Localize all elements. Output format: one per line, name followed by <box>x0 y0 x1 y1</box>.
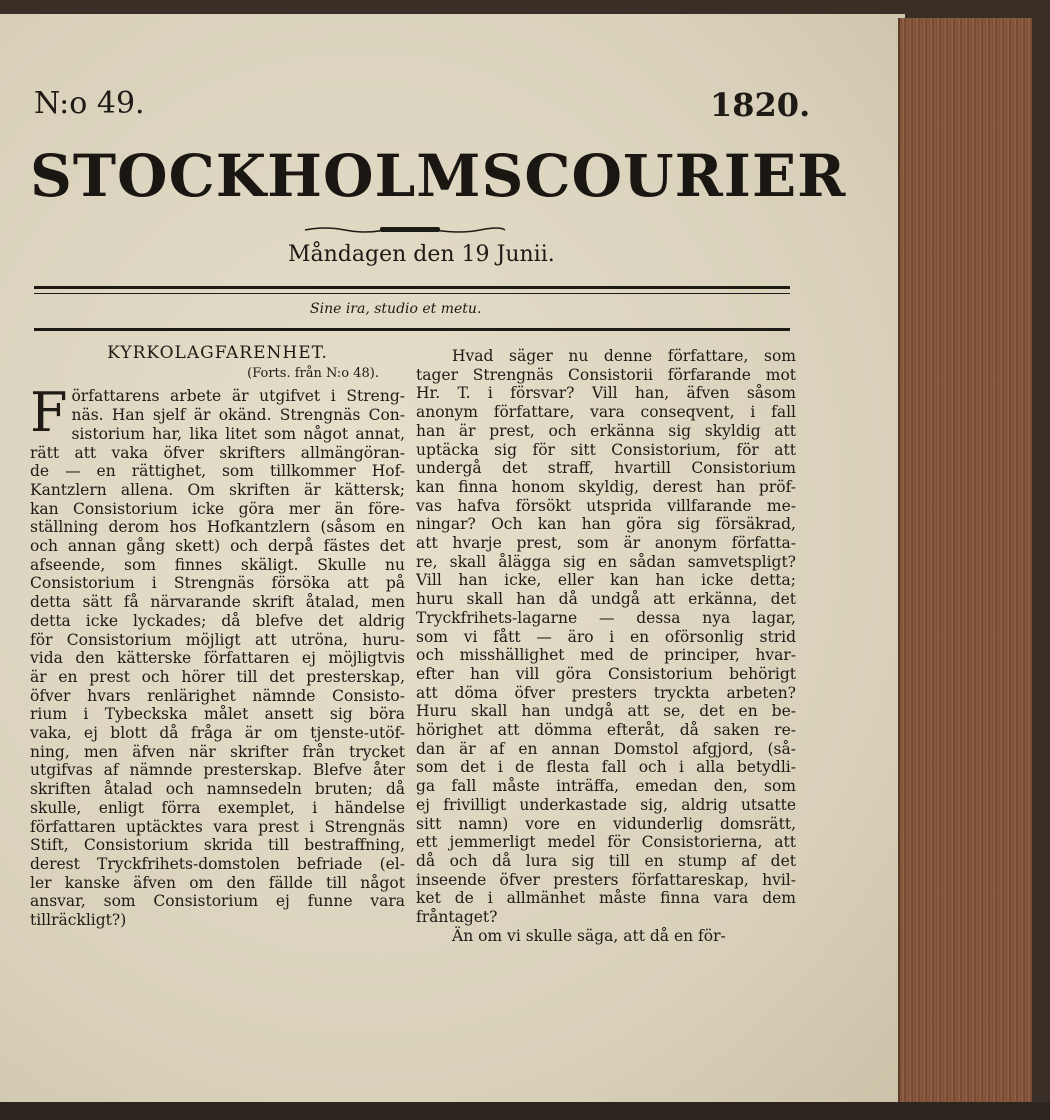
masthead-word-2: COURIER <box>524 142 847 210</box>
text-line: afseende, som finnes skäligt. Skulle nu <box>30 555 405 574</box>
text-line: Huru skall han undgå att se, det en be- <box>416 702 796 721</box>
text-line: då och då lura sig till en stump af det <box>416 851 796 870</box>
text-line: örfattarens arbete är utgifvet i Streng- <box>71 387 405 406</box>
article-title: KYRKOLAGFARENHET. <box>107 343 328 363</box>
motto: Sine ira, studio et metu. <box>310 301 482 317</box>
text-line: re, skall ålägga sig en sådan samvetspligt? <box>416 552 796 571</box>
text-line: rätt att vaka öfver skrifters allmängöran- <box>30 443 405 462</box>
text-line: detta sätt få närvarande skrift åtalad, men <box>30 593 405 612</box>
text-line: ningar? Och kan han göra sig försäkrad, <box>416 515 796 534</box>
header-rule-top <box>34 286 790 289</box>
left-column-text <box>30 381 405 930</box>
text-line: ler kanske äfven om den fällde till något <box>30 873 405 892</box>
text-line: att döma öfver presters tryckta arbeten? <box>416 683 796 702</box>
header-rule-thin <box>34 293 790 294</box>
text-line: Tryckfrihets-lagarne — dessa nya lagar, <box>416 608 796 627</box>
masthead <box>30 142 847 210</box>
issue-number: N:o 49. <box>34 86 145 121</box>
text-line: Stift, Consistorium skrida till bestraffning, <box>30 836 405 855</box>
drop-cap: F <box>30 381 68 445</box>
ornament-divider <box>300 224 510 236</box>
masthead-word-1: STOCKHOLMS <box>30 142 525 210</box>
right-column-text <box>416 347 796 946</box>
right-column <box>416 347 796 946</box>
text-line: som vi fått — äro i en oförsonlig strid <box>416 627 796 646</box>
text-line: tillräckligt?) <box>30 911 127 930</box>
text-line: detta icke lyckades; då blefve det aldrig <box>30 611 405 630</box>
text-line: skriften åtalad och namnsedeln bruten; då <box>30 780 405 799</box>
text-line: Kantzlern allena. Om skriften är kättersk; <box>30 480 405 499</box>
text-line: och annan gång skett) och derpå fästes det <box>30 537 405 556</box>
text-line: ket de i allmänhet måste finna vara dem <box>416 889 796 908</box>
text-line: tager Strengnäs Consistorii förfarande mot <box>416 365 796 384</box>
text-line: han är prest, och erkänna sig skyldig att <box>416 421 796 440</box>
text-line: dan är af en annan Domstol afgjord, (så- <box>416 739 796 758</box>
text-line: kan Consistorium icke göra mer än före- <box>30 499 405 518</box>
text-line: kan finna honom skyldig, derest han pröf- <box>416 477 796 496</box>
text-line: vas hafva försökt utsprida villfarande me- <box>416 496 796 515</box>
text-line: undergå det straff, hvartill Consistorium <box>416 459 796 478</box>
text-line: vaka, ej blott då fråga är om tjenste-utöf- <box>30 724 405 743</box>
text-line: de — en rättighet, som tillkommer Hof- <box>30 462 405 481</box>
text-line: efter han vill göra Consistorium behörigt <box>416 664 796 683</box>
text-line: ställning derom hos Hofkantzlern (såsom en <box>30 518 405 537</box>
text-line: Consistorium i Strengnäs försöka att på <box>30 574 405 593</box>
newspaper-page <box>0 14 905 1104</box>
text-line: ga fall måste inträffa, emedan den, som <box>416 777 796 796</box>
header-rule-bottom <box>34 328 790 331</box>
text-line: ansvar, som Consistorium ej funne vara <box>30 892 405 911</box>
background-bottom <box>0 1102 1050 1120</box>
text-line: huru skall han då undgå att erkänna, det <box>416 590 796 609</box>
dateline: Måndagen den 19 Junii. <box>288 242 555 267</box>
continuation-note: (Forts. från N:o 48). <box>247 365 379 381</box>
text-line: ej frivilligt underkastade sig, aldrig utsatte <box>416 795 796 814</box>
text-line: är en prest och hörer till det presterskap, <box>30 667 405 686</box>
text-line: sistorium har, lika litet som något annat, <box>71 424 405 443</box>
text-line: författaren uptäcktes vara prest i Strengnäs <box>30 817 405 836</box>
text-line: som det i de flesta fall och i alla betydli- <box>416 758 796 777</box>
left-column <box>30 344 405 930</box>
text-line: skulle, enligt förra exemplet, i händelse <box>30 798 405 817</box>
text-line: Vill han icke, eller kan han icke detta; <box>416 571 796 590</box>
text-line: sitt namn) vore en vidunderlig domsrätt, <box>416 814 796 833</box>
text-line: fråntaget? <box>416 908 498 927</box>
text-line: utgifvas af nämnde presterskap. Blefve åter <box>30 761 405 780</box>
text-line: och misshällighet med de principer, hvar- <box>416 646 796 665</box>
text-line: för Consistorium möjligt att utröna, huru- <box>30 630 405 649</box>
text-line: vida den kätterske författaren ej möjligtvis <box>30 649 405 668</box>
text-line: näs. Han sjelf är okänd. Strengnäs Con- <box>71 406 405 425</box>
text-line: Hr. T. i försvar? Vill han, äfven såsom <box>416 384 796 403</box>
text-line: ett jemmerligt medel för Consistorierna, att <box>416 833 796 852</box>
text-line: inseende öfver presters författareskap, hvil- <box>416 870 796 889</box>
text-line: uptäcka sig för sitt Consistorium, för att <box>416 440 796 459</box>
text-line: rium i Tybeckska målet ansett sig böra <box>30 705 405 724</box>
text-line: derest Tryckfrihets-domstolen befriade (el- <box>30 854 405 873</box>
issue-year: 1820. <box>710 86 811 124</box>
text-line: Hvad säger nu denne författare, som <box>452 347 796 365</box>
book-page-edges <box>898 18 1032 1103</box>
text-line: Än om vi skulle säga, att då en för- <box>452 926 726 945</box>
text-line: att hvarje prest, som är anonym författa- <box>416 534 796 553</box>
text-line: öfver hvars renlärighet nämnde Consisto- <box>30 686 405 705</box>
text-line: anonym författare, vara conseqvent, i fall <box>416 403 796 422</box>
text-line: ning, men äfven när skrifter från trycket <box>30 742 405 761</box>
text-line: hörighet att dömma efteråt, då saken re- <box>416 721 796 740</box>
